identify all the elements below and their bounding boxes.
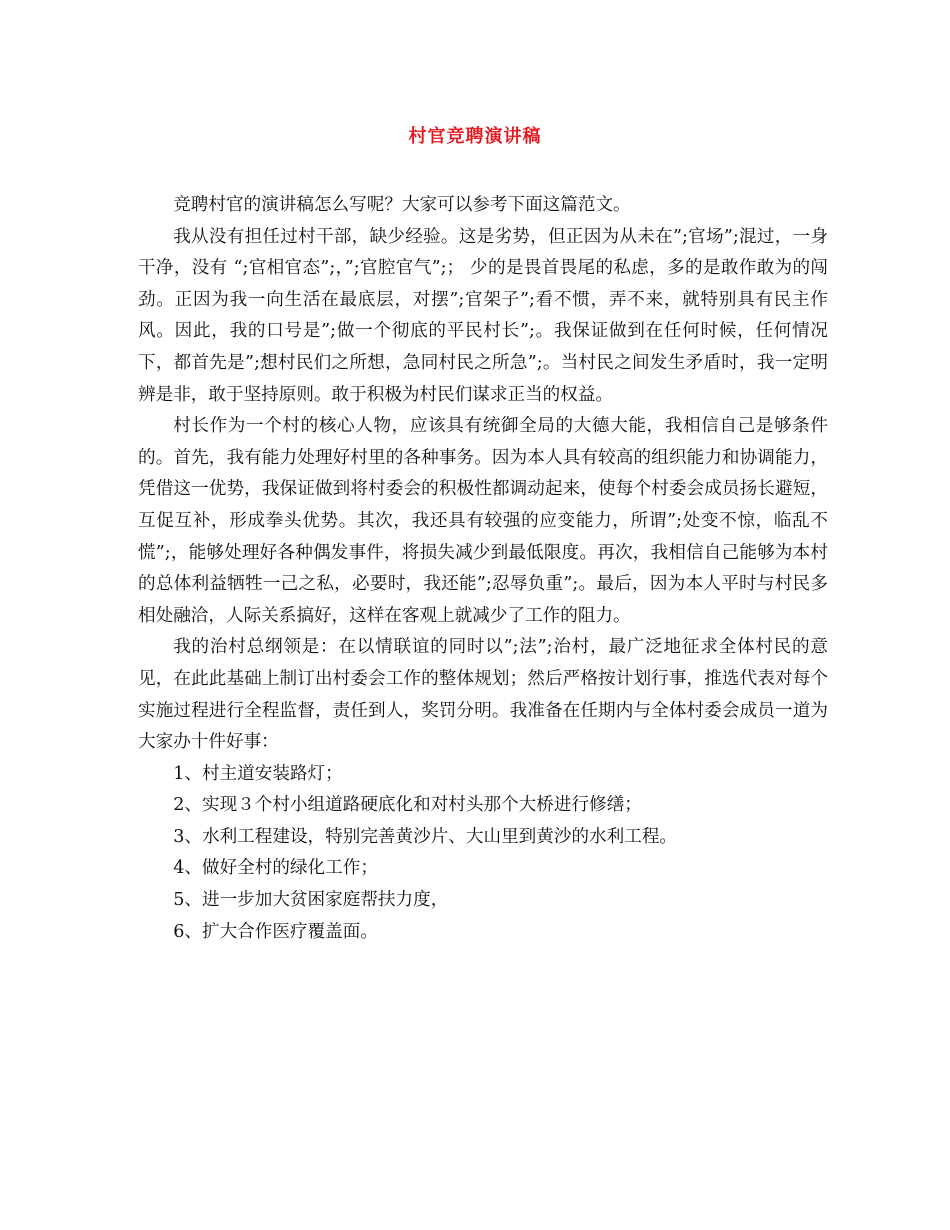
list-item: 4、做好全村的绿化工作； [173,858,378,879]
list-item: 2、实现３个村小组道路硬底化和对村头那个大桥进行修缮； [173,795,642,816]
list-item: 3、水利工程建设，特别完善黄沙片、大山里到黄沙的水利工程。 [173,826,678,847]
paragraph-program: 我的治村总纲领是：在以情联谊的同时以”;法”;治村，最广泛地征求全体村民的意见，在此此基础上制订出村委会工作的整体规划；然后严格按计划行事，推选代表对每个实施过程进行全程监督，责任到人，奖罚分明。我准备在任期内与全体村委会成员一道为大家办十件好事： [138,637,828,753]
paragraph-experience: 我从没有担任过村干部，缺少经验。这是劣势，但正因为从未在”;官场”;混过，一身干净，没有 “;官相官态”;，”;官腔官气”;； 少的是畏首畏尾的私虑，多的是敢作敢为的闯劲。正因为我一向生活在最底层，对摆”;官架子”;看不惯，弄不来，就特别具有民主作风。因此，我的口号是”;做一个彻底的平民村长”;。我保证做到在任何时候，任何情况下，都首先是”;想村民们之所想，急同村民之所急”;。当村民之间发生矛盾时，我一定明辨是非，敢于坚持原则。敢于积极为村民们谋求正当的权益。 [138,226,828,405]
list-item: 6、扩大合作医疗覆盖面。 [173,921,378,942]
intro-paragraph: 竞聘村官的演讲稿怎么写呢？大家可以参考下面这篇范文。 [173,195,631,215]
paragraph-ability: 村长作为一个村的核心人物，应该具有统御全局的大德大能，我相信自己是够条件的。首先，我有能力处理好村里的各种事务。因为本人具有较高的组织能力和协调能力，凭借这一优势，我保证做到将村委会的积极性都调动起来，使每个村委会成员扬长避短，互促互补，形成拳头优势。其次，我还具有较强的应变能力，所谓”;处变不惊，临乱不慌”;，能够处理好各种偶发事件，将损失减少到最低限度。再次，我相信自己能够为本村的总体利益牺牲一己之私，必要时，我还能”;忍辱负重”;。最后，因为本人平时与村民多相处融洽，人际关系搞好，这样在客观上就减少了工作的阻力。 [138,416,828,626]
list-item: 1、村主道安装路灯； [173,763,343,784]
document-body [138,190,828,948]
list-item: 5、进一步加大贫困家庭帮扶力度， [173,890,449,911]
document-title: 村官竞聘演讲稿 [408,126,542,147]
